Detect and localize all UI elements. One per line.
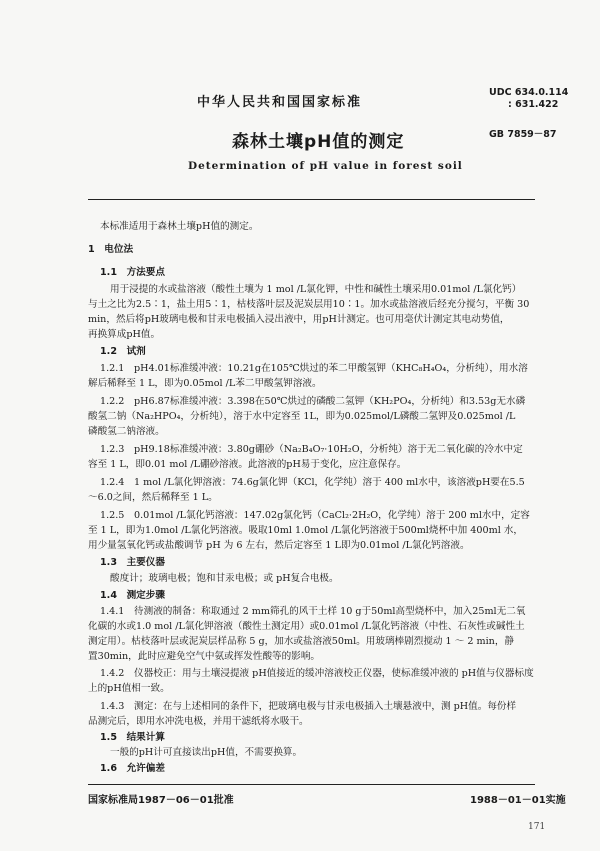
text-line: 上的pH值相一致。 (88, 683, 170, 694)
scope-statement: 本标准适用于森林土壤pH值的测定。 (100, 221, 259, 232)
approval-date: 国家标准局1987－06－01批准 (88, 795, 234, 806)
text-line: ～6.0之间，然后稀释至 1 L。 (88, 492, 218, 503)
text-line: 酸度计；玻璃电极；饱和甘汞电极；或 pH复合电极。 (110, 573, 339, 584)
text-line: 1.4.1 待测液的制备：称取通过 2 mm筛孔的风干土样 10 g于50ml高型烧杯中，加入25ml无二氧 (100, 606, 526, 617)
top-divider (88, 199, 535, 200)
section-1-heading: 1 电位法 (88, 244, 134, 255)
text-line: 1.4.2 仪器校正：用与土壤浸提液 pH值接近的缓冲溶液校正仪器，使标准缓冲液的 pH值与仪器标度 (100, 668, 534, 679)
footer-divider (88, 784, 535, 785)
page-title: 森林土壤pH值的测定 (232, 132, 405, 152)
text-line: 容至 1 L，即0.01 mol /L硼砂溶液。此溶液的pH易于变化，应注意保存。 (88, 459, 407, 470)
page-number: 171 (528, 822, 546, 832)
section-1-3-heading: 1.3 主要仪器 (100, 557, 165, 568)
effective-date: 1988－01－01实施 (470, 795, 566, 806)
text-line: 1.4.3 测定：在与上述相同的条件下，把玻璃电极与甘汞电极插入土壤悬液中，测 pH值。每份样 (100, 701, 517, 712)
text-line: 测定用）。枯枝落叶层或泥炭层样品称 5 g，加水或盐溶液50ml。用玻璃棒剧烈搅动 1 ～ 2 min，静 (88, 636, 515, 647)
standard-org-header: 中华人民共和国国家标准 (197, 95, 363, 110)
section-1-2-heading: 1.2 试剂 (100, 346, 146, 357)
text-line: 解后稀释至 1 L，即为0.05mol /L苯二甲酸氢钾溶液。 (88, 378, 322, 389)
text-line: 用少量氢氧化钙或盐酸调节 pH 为 6 左右，然后定容至 1 L即为0.01mol /L氯化钙溶液。 (88, 540, 470, 551)
text-line: 用于浸提的水或盐溶液（酸性土壤为 1 mol /L氯化钾，中性和碱性土壤采用0.01mol /L氯化钙） (110, 284, 522, 295)
text-line: 与土之比为2.5∶1，盐土用5∶1，枯枝落叶层及泥炭层用10∶1。加水或盐溶液后经充分搅匀，平衡 30 (88, 299, 530, 310)
section-1-4-heading: 1.4 测定步骤 (100, 590, 165, 601)
section-1-1-heading: 1.1 方法要点 (100, 267, 165, 278)
text-line: 至 1 L，即为1.0mol /L氯化钙溶液。吸取10ml 1.0mol /L氯化钙溶液于500ml烧杯中加 400ml 水， (88, 525, 524, 536)
text-line: 置30min，此时应避免空气中氨或挥发性酸等的影响。 (88, 651, 321, 662)
text-line: min，然后将pH玻璃电极和甘汞电极插入浸出液中，用pH计测定。也可用毫伏计测定其电动势值， (88, 314, 510, 325)
text-line: 1.2.2 pH6.87标准缓冲液：3.398在50℃烘过的磷酸二氢钾（KH₂PO₄，分析纯）和3.53g无水磷 (100, 396, 526, 407)
text-line: 1.2.5 0.01mol /L氯化钙溶液：147.02g氯化钙（CaCl₂·2H₂O，化学纯）溶于 200 ml水中，定容 (100, 510, 530, 521)
section-1-6-heading: 1.6 允许偏差 (100, 763, 165, 774)
section-1-5-heading: 1.5 结果计算 (100, 732, 165, 743)
text-line: 1.2.4 1 mol /L氯化钾溶液：74.6g氯化钾（KCl，化学纯）溶于 400 ml水中，该溶液pH要在5.5 (100, 477, 525, 488)
text-line: 一般的pH计可直接读出pH值，不需要换算。 (110, 747, 303, 758)
text-line: 再换算成pH值。 (88, 329, 161, 340)
text-line: 品测完后，即用水冲洗电极，并用干滤纸将水吸干。 (88, 716, 309, 727)
text-line: 1.2.1 pH4.01标准缓冲液：10.21g在105℃烘过的苯二甲酸氢钾（KHC₈H₄O₄，分析纯），用水溶 (100, 363, 528, 374)
english-title: Determination of pH value in forest soil (188, 160, 463, 172)
text-line: 磷酸氢二钠溶液。 (88, 426, 165, 437)
udc-code-line1: UDC 634.0.114 (489, 87, 569, 98)
text-line: 酸氢二钠（Na₂HPO₄，分析纯），溶于水中定容至 1L，即为0.025mol/L磷酸二氢钾及0.025mol /L (88, 411, 516, 422)
text-line: 1.2.3 pH9.18标准缓冲液：3.80g硼砂（Na₂B₄O₇·10H₂O，分析纯）溶于无二氧化碳的冷水中定 (100, 444, 523, 455)
udc-code-line2: : 631.422 (508, 99, 559, 110)
text-line: 化碳的水或1.0 mol /L氯化钾溶液（酸性土测定用）或0.01mol /L氯化钙溶液（中性、石灰性或碱性土 (88, 621, 525, 632)
gb-number: GB 7859－87 (489, 129, 557, 140)
